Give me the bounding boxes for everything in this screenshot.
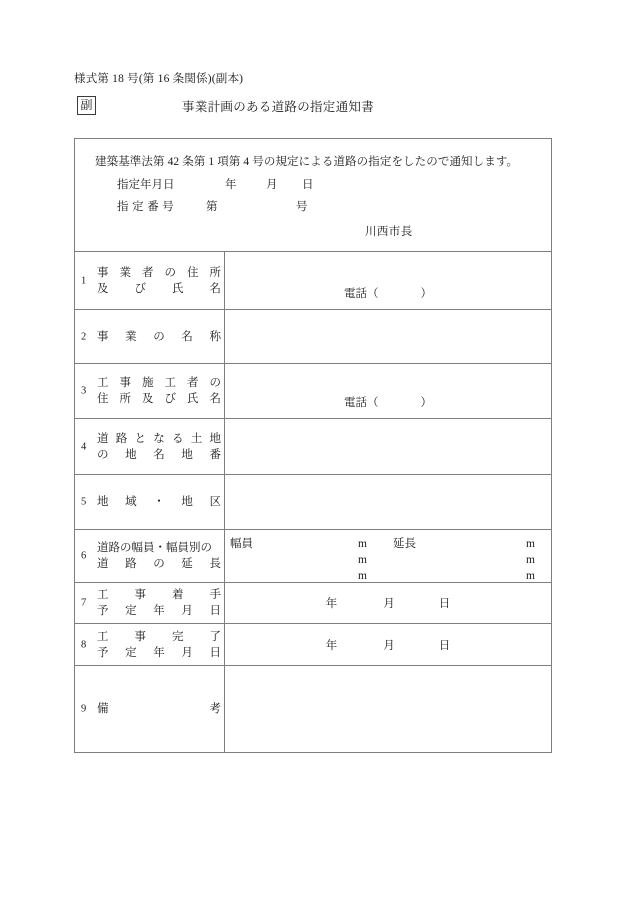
label-line-1: 事業者の住所 bbox=[97, 266, 221, 279]
telephone-label: 電話（ bbox=[344, 288, 379, 300]
designation-date-month: 月 bbox=[266, 179, 278, 191]
row-label-text bbox=[97, 629, 221, 661]
width-line-3 bbox=[225, 568, 551, 584]
table-row bbox=[75, 624, 551, 666]
row-label-cell bbox=[75, 530, 225, 582]
row-label-text bbox=[97, 431, 221, 463]
document-title: 事業計画のある道路の指定通知書 bbox=[182, 100, 375, 114]
extension-unit: m bbox=[526, 554, 535, 566]
row-label-text bbox=[97, 587, 221, 619]
width-label: 幅員 bbox=[230, 538, 253, 550]
row-label-text bbox=[97, 329, 221, 345]
date-placeholder bbox=[225, 595, 551, 611]
table-row bbox=[75, 666, 551, 752]
issuer-name: 川西市長 bbox=[365, 226, 413, 238]
row-number: 9 bbox=[81, 703, 87, 715]
month-label: 月 bbox=[383, 639, 395, 652]
row-value-cell[interactable] bbox=[225, 252, 551, 309]
width-unit: m bbox=[358, 554, 367, 566]
label-line-2: の地名地番 bbox=[97, 448, 221, 461]
copy-mark-box: 副 bbox=[77, 96, 96, 115]
row-label-cell bbox=[75, 624, 225, 665]
intro-block bbox=[75, 139, 551, 252]
designation-date-day: 日 bbox=[302, 179, 314, 191]
form-frame bbox=[74, 138, 552, 753]
day-label: 日 bbox=[438, 598, 451, 610]
row-label-text bbox=[97, 540, 221, 572]
row-label-text bbox=[97, 265, 221, 297]
row-label-cell bbox=[75, 583, 225, 623]
designation-number-suffix: 号 bbox=[296, 201, 308, 213]
row-label-cell bbox=[75, 252, 225, 309]
legal-statement: 建築基準法第 42 条第 1 項第 4 号の規定による道路の指定をしたので通知します。 bbox=[95, 156, 519, 168]
extension-label: 延長 bbox=[393, 538, 416, 550]
label-line-1: 地域・地区 bbox=[97, 496, 221, 508]
row-value-cell[interactable] bbox=[225, 530, 551, 582]
label-line-1: 工事完了 bbox=[97, 630, 221, 643]
row-number: 4 bbox=[81, 441, 87, 452]
width-extension-block bbox=[225, 536, 551, 584]
designation-date-year: 年 bbox=[225, 179, 237, 191]
row-value-cell[interactable] bbox=[225, 364, 551, 418]
year-label: 年 bbox=[325, 598, 338, 610]
label-line-2: 住所及び氏名 bbox=[97, 393, 221, 405]
width-unit: m bbox=[358, 570, 367, 582]
form-code: 様式第 18 号(第 16 条関係)(副本) bbox=[74, 73, 244, 85]
row-value-cell[interactable] bbox=[225, 475, 551, 529]
label-line-2: 及び氏名 bbox=[97, 282, 221, 295]
label-line-1: 工事施工者の bbox=[97, 377, 221, 389]
table-row bbox=[75, 419, 551, 475]
row-label-text bbox=[97, 494, 221, 510]
table-row bbox=[75, 530, 551, 583]
label-line-1: 道路となる土地 bbox=[97, 432, 221, 445]
title-row bbox=[74, 96, 552, 120]
telephone-label: 電話（ bbox=[344, 397, 379, 409]
year-label: 年 bbox=[325, 639, 338, 652]
row-label-cell bbox=[75, 666, 225, 752]
row-label-cell bbox=[75, 419, 225, 474]
label-line-2: 予定年月日 bbox=[97, 646, 221, 659]
table-row bbox=[75, 583, 551, 624]
row-number: 8 bbox=[81, 639, 87, 650]
row-number: 1 bbox=[81, 275, 87, 286]
row-value-cell[interactable] bbox=[225, 419, 551, 474]
row-label-text bbox=[97, 701, 221, 717]
label-line-2: 予定年月日 bbox=[97, 605, 221, 617]
label-line-1: 備考 bbox=[97, 703, 221, 715]
row-value-cell[interactable] bbox=[225, 310, 551, 363]
designation-number-prefix: 第 bbox=[206, 201, 218, 213]
row-number: 3 bbox=[81, 385, 87, 397]
designation-number-label: 指定番号 bbox=[117, 201, 178, 213]
telephone-field bbox=[225, 394, 551, 410]
row-value-cell[interactable] bbox=[225, 583, 551, 623]
row-value-cell[interactable] bbox=[225, 666, 551, 752]
label-line-2: 道路の延長 bbox=[97, 558, 221, 570]
row-label-text bbox=[97, 375, 221, 407]
day-label: 日 bbox=[438, 639, 451, 652]
width-line-2 bbox=[225, 552, 551, 568]
label-line-1: 道路の幅員・幅員別の bbox=[97, 542, 212, 554]
row-number: 7 bbox=[81, 597, 87, 609]
row-label-cell bbox=[75, 475, 225, 529]
form-table bbox=[75, 252, 551, 752]
designation-date-label: 指定年月日 bbox=[117, 179, 175, 191]
extension-unit: m bbox=[526, 570, 535, 582]
telephone-field bbox=[225, 285, 551, 301]
label-line-1: 工事着手 bbox=[97, 589, 221, 601]
extension-unit: m bbox=[526, 538, 535, 550]
telephone-close: ） bbox=[420, 288, 432, 300]
month-label: 月 bbox=[383, 598, 395, 610]
table-row bbox=[75, 364, 551, 419]
width-line-1 bbox=[225, 536, 551, 552]
table-row bbox=[75, 310, 551, 364]
telephone-close: ） bbox=[420, 397, 432, 409]
row-number: 5 bbox=[81, 496, 87, 508]
width-unit: m bbox=[358, 538, 367, 550]
table-row bbox=[75, 475, 551, 530]
table-row bbox=[75, 252, 551, 310]
label-line-1: 事業の名称 bbox=[97, 330, 221, 343]
row-number: 2 bbox=[81, 331, 87, 342]
row-number: 6 bbox=[81, 550, 87, 562]
row-label-cell bbox=[75, 364, 225, 418]
row-label-cell bbox=[75, 310, 225, 363]
row-value-cell[interactable] bbox=[225, 624, 551, 665]
date-placeholder bbox=[225, 637, 551, 653]
